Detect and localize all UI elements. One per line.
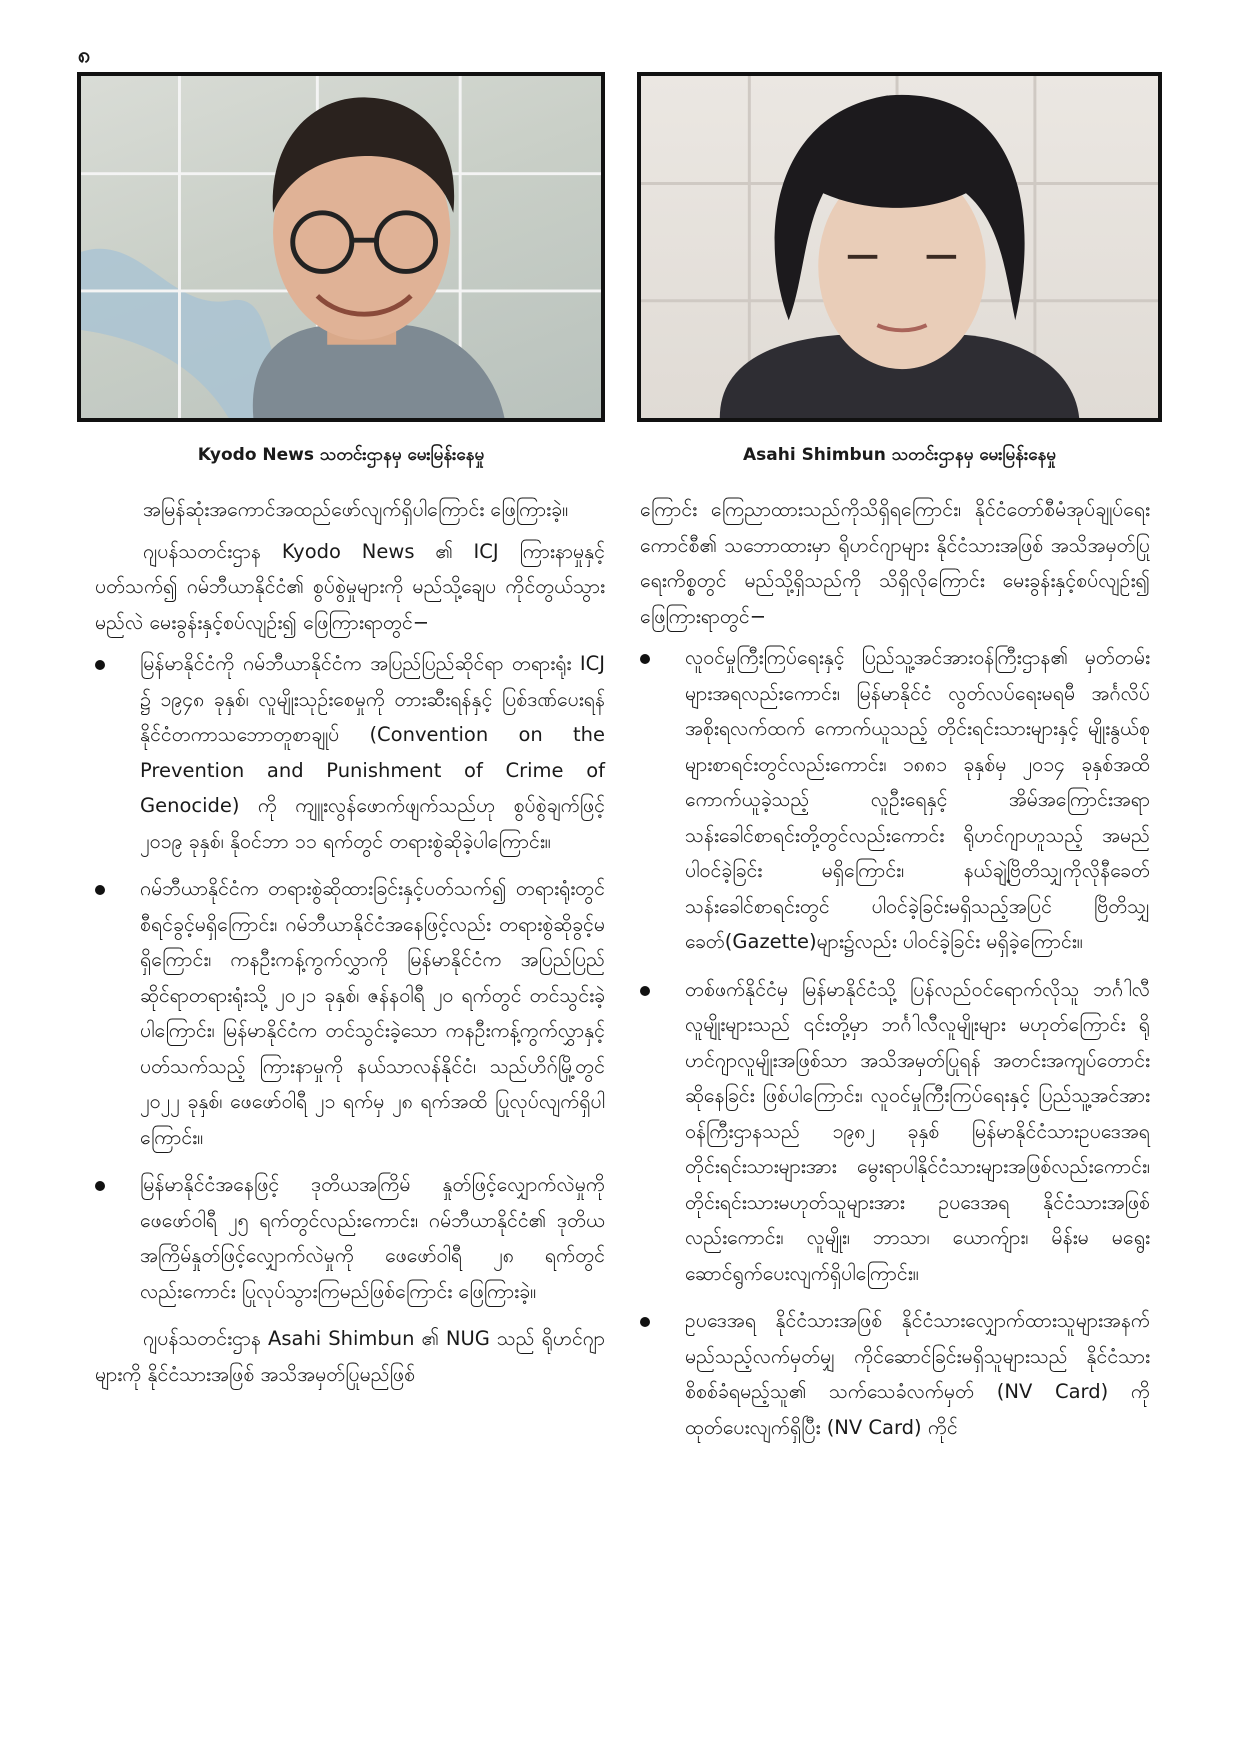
left-bullet-item-3	[95, 1167, 605, 1309]
kyodo-photo-illustration	[81, 76, 601, 418]
page-number: ၈	[78, 43, 91, 68]
kyodo-photo-caption: Kyodo News သတင်းဌာနမှ မေးမြန်းနေမှု	[197, 445, 485, 465]
bullet-icon	[640, 654, 650, 664]
right-bullet-item-3	[640, 1303, 1150, 1445]
left-bullet-text-3: မြန်မာနိုင်ငံအနေဖြင့် ဒုတိယအကြိမ် နှုတ်ဖြင့်လျှောက်လဲမှုကို ဖေဖော်ဝါရီ ၂၅ ရက်တွင်လည်းကောင်း၊ ဂမ်ဘီယာနိုင်ငံ၏ ဒုတိယအကြိမ်နှုတ်ဖြင့်လျှောက်လဲမှုကို ဖေဖော်ဝါရီ ၂၈ ရက်တွင်လည်းကောင်း ပြုလုပ်သွားကြမည်ဖြစ်ကြောင်း ဖြေကြားခဲ့။	[140, 1173, 605, 1303]
left-paragraph-1: အမြန်ဆုံးအကောင်အထည်ဖော်လျက်ရှိပါကြောင်း ဖြေကြားခဲ့။	[143, 498, 568, 521]
bullet-icon	[95, 660, 105, 670]
left-bullet-text-1: မြန်မာနိုင်ငံကို ဂမ်ဘီယာနိုင်ငံက အပြည်ပြည်ဆိုင်ရာ တရားရုံး ICJ ၌ ၁၉၄၈ ခုနှစ်၊ လူမျိုးသုဉ်းစေမှုကို တားဆီးရန်နှင့် ပြစ်ဒဏ်ပေးရန် နိုင်ငံတကာသဘောတူစာချုပ် (Convention on the Prevention and Punishment of Crime of Genocide) ကို ကျူးလွန်ဖောက်ဖျက်သည်ဟု စွပ်စွဲချက်ဖြင့် ၂၀၁၉ ခုနှစ်၊ နိုဝင်ဘာ ၁၁ ရက်တွင် တရားစွဲဆိုခဲ့ပါကြောင်း။	[140, 652, 605, 853]
left-paragraph-2: ဂျပန်သတင်းဌာန Kyodo News ၏ ICJ ကြားနာမှုနှင့်ပတ်သက်၍ ဂမ်ဘီယာနိုင်ငံ၏ စွပ်စွဲမှုများကို မည်သို့ချေပ ကိုင်တွယ်သွားမည်လဲ မေးခွန်းနှင့်စပ်လျဉ်း၍ ဖြေကြားရာတွင်−	[95, 539, 605, 634]
left-paragraph-3: ဂျပန်သတင်းဌာန Asahi Shimbun ၏ NUG သည် ရိုဟင်ဂျာများကို နိုင်ငံသားအဖြစ် အသိအမှတ်ပြုမည်ဖြစ်	[95, 1327, 605, 1386]
right-text-column	[640, 492, 1150, 1457]
right-paragraph-1: ကြောင်း ကြေညာထားသည်ကိုသိရှိရကြောင်း၊ နိုင်ငံတော်စီမံအုပ်ချုပ်ရေးကောင်စီ၏ သဘောထားမှာ ရိုဟင်ဂျာများ နိုင်ငံသားအဖြစ် အသိအမှတ်ပြုရေးကိစ္စတွင် မည်သို့ရှိသည်ကို သိရှိလိုကြောင်း မေးခွန်းနှင့်စပ်လျဉ်း၍ ဖြေကြားရာတွင်−	[640, 498, 1150, 628]
asahi-photo-caption: Asahi Shimbun သတင်းဌာနမှ မေးမြန်းနေမှု	[742, 445, 1057, 465]
left-bullet-list	[95, 646, 605, 1309]
right-bullet-text-3: ဥပဒေအရ နိုင်ငံသားအဖြစ် နိုင်ငံသားလျှောက်ထားသူများအနက် မည်သည့်လက်မှတ်မျှ ကိုင်ဆောင်ခြင်းမရှိသူများသည် နိုင်ငံသားစိစစ်ခံရမည့်သူ၏ သက်သေခံလက်မှတ် (NV Card) ကို ထုတ်ပေးလျက်ရှိပြီး (NV Card) ကိုင်	[685, 1309, 1150, 1439]
right-bullet-item-2	[640, 972, 1150, 1292]
kyodo-news-interview-photo	[77, 72, 605, 422]
asahi-photo-illustration	[641, 76, 1158, 418]
bullet-icon	[640, 1317, 650, 1327]
left-bullet-item-1	[95, 646, 605, 859]
bullet-icon	[95, 885, 105, 895]
bullet-icon	[95, 1181, 105, 1191]
bullet-icon	[640, 986, 650, 996]
left-bullet-text-2: ဂမ်ဘီယာနိုင်ငံက တရားစွဲဆိုထားခြင်းနှင့်ပတ်သက်၍ တရားရုံးတွင် စီရင်ခွင့်မရှိကြောင်း၊ ဂမ်ဘီယာနိုင်ငံအနေဖြင့်လည်း တရားစွဲဆိုခွင့်မရှိကြောင်း၊ ကနဦးကန့်ကွက်လွှာကို မြန်မာနိုင်ငံက အပြည်ပြည်ဆိုင်ရာတရားရုံးသို့ ၂၀၂၁ ခုနှစ်၊ ဇန်နဝါရီ ၂၀ ရက်တွင် တင်သွင်းခဲ့ပါကြောင်း၊ မြန်မာနိုင်ငံက တင်သွင်းခဲ့သော ကနဦးကန့်ကွက်လွှာနှင့် ပတ်သက်သည့် ကြားနာမှုကို နယ်သာလန်နိုင်ငံ၊ သည်ဟိဂ်မြို့တွင် ၂၀၂၂ ခုနှစ်၊ ဖေဖော်ဝါရီ ၂၁ ရက်မှ ၂၈ ရက်အထိ ပြုလုပ်လျက်ရှိပါကြောင်း။	[140, 877, 605, 1149]
right-bullet-text-1: လူဝင်မှုကြီးကြပ်ရေးနှင့် ပြည်သူ့အင်အားဝန်ကြီးဌာန၏ မှတ်တမ်းများအရလည်းကောင်း၊ မြန်မာနိုင်ငံ လွတ်လပ်ရေးမရမီ အင်္ဂလိပ်အစိုးရလက်ထက် ကောက်ယူသည့် တိုင်းရင်းသားများနှင့် မျိုးနွယ်စုများစာရင်းတွင်လည်းကောင်း၊ ၁၈၈၁ ခုနှစ်မှ ၂၀၁၄ ခုနှစ်အထိ ကောက်ယူခဲ့သည့် လူဦးရေနှင့် အိမ်အကြောင်းအရာသန်းခေါင်စာရင်းတို့တွင်လည်းကောင်း ရိုဟင်ဂျာဟူသည့် အမည်ပါဝင်ခဲ့ခြင်း မရှိကြောင်း၊ နယ်ချဲ့ဗြိတိသျှကိုလိုနီခေတ် သန်းခေါင်စာရင်းတွင် ပါဝင်ခဲ့ခြင်းမရှိသည့်အပြင် ဗြိတိသျှခေတ်(Gazette)များ၌လည်း ပါဝင်ခဲ့ခြင်း မရှိခဲ့ကြောင်း။	[685, 646, 1150, 953]
right-bullet-list	[640, 640, 1150, 1445]
right-bullet-text-2: တစ်ဖက်နိုင်ငံမှ မြန်မာနိုင်ငံသို့ ပြန်လည်ဝင်ရောက်လိုသူ ဘင်္ဂါလီလူမျိုးများသည် ၎င်းတို့မှာ ဘင်္ဂါလီလူမျိုးများ မဟုတ်ကြောင်း ရိုဟင်ဂျာလူမျိုးအဖြစ်သာ အသိအမှတ်ပြုရန် အတင်းအကျပ်တောင်းဆိုနေခြင်း ဖြစ်ပါကြောင်း၊ လူဝင်မှုကြီးကြပ်ရေးနှင့် ပြည်သူ့အင်အားဝန်ကြီးဌာနသည် ၁၉၈၂ ခုနှစ် မြန်မာနိုင်ငံသားဥပဒေအရ တိုင်းရင်းသားများအား မွေးရာပါနိုင်ငံသားများအဖြစ်လည်းကောင်း၊ တိုင်းရင်းသားမဟုတ်သူများအား ဥပဒေအရ နိုင်ငံသားအဖြစ်လည်းကောင်း၊ လူမျိုး၊ ဘာသာ၊ ယောက်ျား၊ မိန်းမ မရွေး ဆောင်ရွက်ပေးလျက်ရှိပါကြောင်း။	[685, 977, 1150, 1285]
right-bullet-item-1	[640, 640, 1150, 960]
left-text-column	[95, 492, 605, 1398]
left-bullet-item-2	[95, 871, 605, 1155]
asahi-shimbun-interview-photo	[637, 72, 1162, 422]
